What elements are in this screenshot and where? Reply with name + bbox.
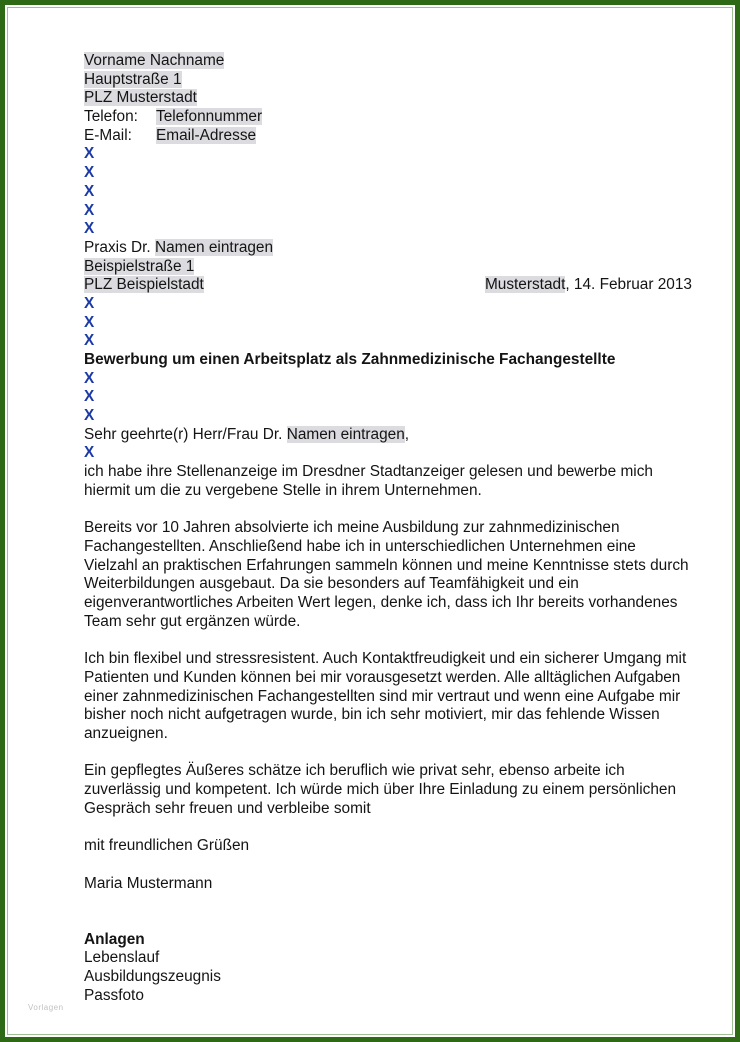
- recipient-city[interactable]: Beispielstadt: [116, 276, 204, 294]
- sender-street-line: [84, 71, 692, 90]
- letter-date: [485, 276, 692, 295]
- date-city[interactable]: Musterstadt: [484, 276, 566, 294]
- attachment-item: Lebenslauf: [84, 949, 160, 967]
- spacer-marker: X: [84, 332, 95, 350]
- phone-label: Telefon:: [84, 108, 138, 126]
- recipient-street[interactable]: Beispielstraße 1: [84, 257, 195, 275]
- blank-line: [84, 912, 692, 931]
- letter-subject: Bewerbung um einen Arbeitsplatz als Zahnmedizinische Fachangestellte: [84, 351, 616, 368]
- spacer-marker: X: [84, 294, 95, 312]
- spacer-marker: X: [84, 407, 95, 425]
- salutation-line: [84, 426, 692, 445]
- salutation-prefix: Sehr geehrte(r) Herr/Frau Dr.: [84, 425, 283, 443]
- sender-city[interactable]: Musterstadt: [116, 89, 197, 107]
- attachment-item: Ausbildungszeugnis: [84, 967, 221, 985]
- email-label: E-Mail:: [84, 126, 132, 144]
- sender-name-line: [84, 52, 692, 71]
- watermark-text: Vorlagen: [28, 1003, 64, 1012]
- spacer-marker: X: [84, 444, 95, 462]
- sender-email-line: [84, 127, 692, 146]
- spacer-marker: X: [84, 313, 95, 331]
- letter-body: [84, 52, 692, 1005]
- sender-plz[interactable]: PLZ: [84, 89, 113, 107]
- spacer-marker: X: [84, 182, 95, 200]
- sender-lastname[interactable]: Nachname: [149, 52, 225, 69]
- recipient-practice-line: [84, 239, 692, 258]
- recipient-city-line: [84, 276, 692, 295]
- recipient-practice-prefix: Praxis Dr.: [84, 238, 151, 256]
- spacer-marker: X: [84, 145, 95, 163]
- body-paragraph: Ich bin flexibel und stressresistent. Auch Kontaktfreudigkeit und ein sicherer Umgang mit Patienten und Kunden können bei mir vorausgesetzt werden. Alle alltäglichen Aufgaben einer zahnmedizinischen Fachangestellten sind mir vertraut und wenn eine Aufgabe mir bisher noch nicht aufgetragen wurde, bin ich sehr motiviert, mir das fehlende Wissen anzueignen.: [84, 650, 687, 742]
- date-text: , 14. Februar 2013: [565, 276, 692, 294]
- sender-phone[interactable]: Telefonnummer: [156, 108, 263, 126]
- spacer-marker: X: [84, 164, 95, 182]
- attachment-item: Passfoto: [84, 986, 144, 1004]
- body-paragraph: ich habe ihre Stellenanzeige im Dresdner Stadtanzeiger gelesen und bewerbe mich hiermit um die zu vergebene Stelle in ihrem Unternehmen.: [84, 463, 653, 499]
- sender-city-line: [84, 89, 692, 108]
- recipient-street-line: [84, 258, 692, 277]
- spacer-marker: X: [84, 201, 95, 219]
- signature-name: Maria Mustermann: [84, 874, 213, 892]
- closing-phrase: mit freundlichen Grüßen: [84, 837, 250, 855]
- sender-phone-line: [84, 108, 692, 127]
- spacer-marker: X: [84, 220, 95, 238]
- sender-firstname[interactable]: Vorname: [84, 52, 146, 69]
- recipient-plz[interactable]: PLZ: [84, 276, 113, 294]
- spacer-marker: X: [84, 388, 95, 406]
- body-paragraph: Bereits vor 10 Jahren absolvierte ich meine Ausbildung zur zahnmedizinischen Fachangestellten. Anschließend habe ich in unterschiedlichen Unternehmen eine Vielzahl an praktischen Erfahrungen sammeln können und meine Kenntnisse stets durch Weiterbildungen ausgebaut. Da sie besonders auf Teamfähigkeit und ein eigenverantwortliches Arbeiten Wert legen, denke ich, dass ich Ihr bereits vorhandenes Team sehr gut ergänzen würde.: [84, 519, 689, 630]
- salutation-suffix: ,: [404, 425, 410, 443]
- spacer-marker: X: [84, 369, 95, 387]
- body-paragraph: Ein gepflegtes Äußeres schätze ich beruflich wie privat sehr, ebenso arbeite ich zuverlässig und kompetent. Ich würde mich über Ihre Einladung zu einem persönlichen Gespräch sehr freuen und verbleibe somit: [84, 762, 677, 817]
- salutation-name[interactable]: Namen eintragen: [286, 425, 405, 443]
- recipient-practice-name[interactable]: Namen eintragen: [154, 238, 274, 256]
- attachments-title: Anlagen: [84, 930, 145, 948]
- sender-email[interactable]: Email-Adresse: [156, 126, 257, 144]
- sender-street[interactable]: Hauptstraße 1: [84, 70, 182, 88]
